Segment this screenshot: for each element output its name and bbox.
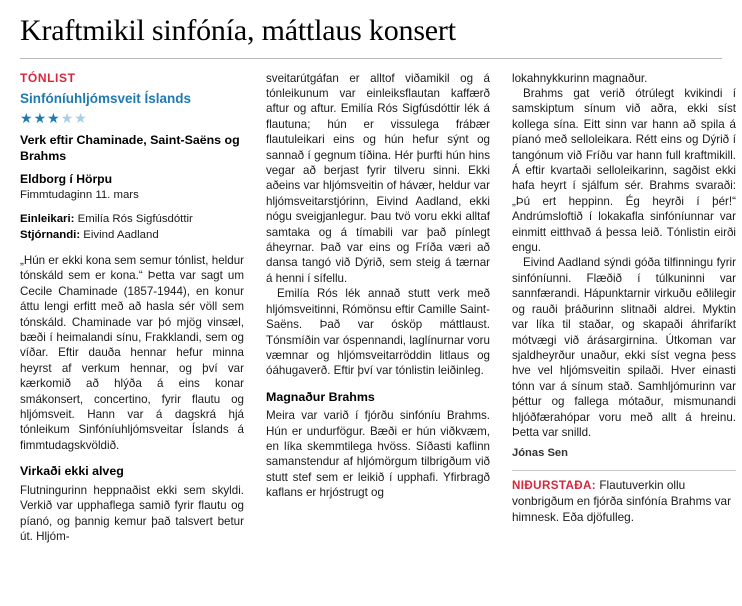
credit-conductor-value: Eivind Aadland: [80, 229, 159, 242]
star-rating: [20, 111, 244, 125]
verdict-label: NIÐURSTAÐA:: [512, 479, 597, 493]
star-2: ★: [33, 109, 48, 126]
event-date: Fimmtudaginn 11. mars: [20, 189, 139, 202]
star-5: ★: [74, 109, 88, 126]
subheading-two: Magnaður Brahms: [266, 389, 375, 404]
header-divider: [20, 58, 722, 59]
credits: [20, 212, 244, 244]
article-columns: [20, 70, 736, 545]
paragraph: Flutningurinn heppnaðist ekki sem skyldi. Verkið var upphaflega samið fyrir flautu og píanó, og þannig kemur það talsvert betur út. Hljóm-: [20, 483, 244, 543]
column-three: [512, 71, 736, 526]
paragraph: Brahms gat verið ótrúlegt kvikindi í samskiptum sínum við aðra, ekki síst kollega sína. Eitt sinn var hann að spila á píanó með selloleikara. Rétt eins og Dýrið í tangónum við Fríðu var hann full kraftmikill. Á eftir kvartaði selloleikarinn, sagðist ekki hafa heyrt í sjálfum sér. Brahms svaraði: „Þú ert heppinn. Ég heyrði í þér!“ Andrúmsloftið í lokakafla sinfóníunnar var einmitt eitthvað á þessa leið. Tónlistin eirði engu.: [512, 87, 736, 255]
byline: Jónas Sen: [512, 447, 568, 460]
paragraph: Emilía Rós lék annað stutt verk með hljómsveitinni, Rómönsu eftir Camille Saint-Saëns. Það var ósköp máttlaust. Tónsmíðin var óspennandi, laglínurnar voru væmnar og hljómsveitarröddin litlaus og óáhugaverð. Eftir því var tónlistin leiðinleg.: [266, 287, 490, 378]
paragraph: lokahnykkurinn magnaður.: [512, 71, 648, 85]
verdict-box: [512, 470, 736, 525]
credit-conductor-label: Stjórnandi:: [20, 229, 81, 242]
star-1: ★: [20, 109, 34, 126]
page-title: Kraftmikil sinfónía, máttlaus konsert: [20, 14, 456, 47]
verdict-text: Flautuverkin ollu vonbrigðum en fjórða sinfónía Brahms var himnesk. Eða djöfulleg.: [512, 478, 732, 524]
verdict-paragraph: [512, 478, 736, 525]
section-kicker: TÓNLIST: [20, 70, 76, 85]
venue: Eldborg í Hörpu: [20, 171, 113, 186]
paragraph: Meira var varið í fjórðu sinfóníu Brahms. Hún er undurfögur. Bæði er hún viðkvæm, en líka skemmtilega hvöss. Síðasti kaflinn samanstendur af hljómörgum tilbrigðum við stutt stef sem er leikið í upphafi. Yfirbragð kaflans er hrjóstrugt og: [266, 409, 490, 500]
paragraph: sveitarútgáfan er alltof viðamikil og á tónleikunum var einleiksflautan kaffærð aftur og aftur. Emilía Rós Sigfúsdóttir lék á flautuna; hún er vissulega frábær flautuleikari eins og hún hefur sýnt og sannað í gegnum tíðina. Hér þurfti hún hins vegar að berjast fyrir tilveru sinni. Ekki aðeins var hljómsveitin of hávær, heldur var hljómsveitarstjórinn, Eivind Aadland, ekki nógu sveigjanlegur. Þau tvö voru ekki alltaf samtaka og á tímabili var það pínlegt áheyrnar. Það var eins og Fríða væri að dansa tangó við Dýrið, sem steig á tærnar á henni í sífellu.: [266, 71, 490, 285]
works-list: Verk eftir Chaminade, Saint-Saëns og Brahms: [20, 132, 240, 163]
subheading-one: Virkaði ekki alveg: [20, 464, 124, 479]
star-3: ★: [47, 109, 61, 126]
credit-conductor: [20, 228, 244, 244]
paragraph: „Hún er ekki kona sem semur tónlist, heldur tónskáld sem er kona.“ Þetta var sagt um Cecile Chaminade (1857-1944), en konur áttu lengi erfitt með að hasla sér völl sem tónskáld. Chaminade var þó mjög vinsæl, bæði í heimalandi sínu, Frakklandi, sem og víðar. Eftir dauða hennar hefur minna heyrst af verkum hennar, og því var kærkomið að hlýða á eins konar smákonsert, concertino, fyrir flautu og hljómsveit. Hann var á dagskrá hjá tónleikum Sinfóníuhljómsveitar Íslands á fimmtudagskvöldið.: [20, 253, 244, 452]
paragraph: Eivind Aadland sýndi góða tilfinningu fyrir sinfóníunni. Flæðið í túlkuninni var sannfærandi. Hápunktarnir virkuðu eðlilegir og rauði þráðurinn slitnaði aldrei. Myktin var líka til staðar, og skapaði áhrifaríkt mótvægi við árásargirnina. Útkoman var sjaldheyrður unaður, ekki síst vegna þess hve vel hljómsveitin spilaði. Hver einasti tónn var á sínum stað. Samhljómurinn var þéttur og fallega mótaður, mismunandi hljóðfærahópar voru með allt á hreinu. Þetta var snilld.: [512, 256, 736, 439]
credit-soloist: [20, 212, 244, 228]
column-two: [266, 71, 490, 501]
column-one: [20, 71, 244, 545]
ensemble-name: Sinfóníuhljómsveit Íslands: [20, 90, 192, 106]
credit-soloist-value: Emilía Rós Sigfúsdóttir: [74, 212, 193, 225]
star-4: ★: [60, 109, 75, 126]
credit-soloist-label: Einleikari:: [20, 212, 75, 225]
